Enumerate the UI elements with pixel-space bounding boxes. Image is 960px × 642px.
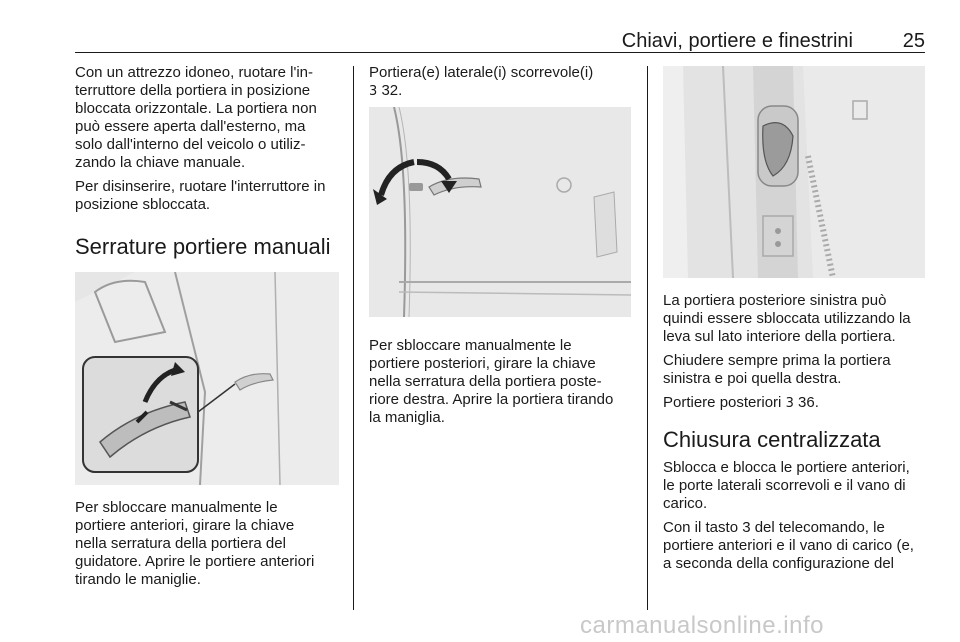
column-3 — [663, 64, 925, 579]
paragraph-rear-unlock: Per sbloccare manualmente le portiere posteriori, girare la chiave nella serratura della portiera poste- riore destra. Aprire la portiera tirando la maniglia. — [369, 337, 614, 426]
rear-door-handle-illustration — [369, 107, 631, 317]
page-reference-icon: 3 — [785, 396, 794, 411]
paragraph-front-unlock: Per sbloccare manualmente le portiere anteriori, girare la chiave nella serratura della portiera del guidatore. Aprire le portiere anteriori tirando le maniglie. — [75, 499, 315, 588]
page-reference-icon: 3 — [369, 84, 378, 99]
front-door-handle-illustration — [75, 272, 339, 485]
rear-door-lever-illustration — [663, 66, 925, 278]
watermark: carmanualsonline.info — [580, 612, 824, 639]
paragraph-sliding-door-ref: Portiera(e) laterale(i) scorrevole(i) 3 32. — [369, 64, 594, 99]
paragraph-rear-doors-ref: Portiere posteriori 3 36. — [663, 394, 819, 411]
paragraph-close-order: Chiudere sempre prima la portiera sinistra e poi quella destra. — [663, 352, 891, 387]
paragraph-remote-button: Con il tasto 3 del telecomando, le portiere anteriori e il vano di carico (e, a seconda della configurazione del — [663, 519, 914, 572]
page-title: Chiavi, portiere e finestrini — [621, 30, 853, 52]
header-rule — [75, 52, 925, 53]
column-divider-1 — [353, 66, 354, 610]
page-header — [75, 30, 925, 54]
column-2 — [369, 64, 637, 433]
column-1 — [75, 64, 343, 595]
column-divider-2 — [647, 66, 648, 610]
paragraph-central-locking: Sblocca e blocca le portiere anteriori, le porte laterali scorrevoli e il vano di carico. — [663, 459, 910, 512]
section-heading-manual-locks: Serrature portiere manuali — [75, 234, 331, 259]
page-number: 25 — [902, 30, 925, 52]
paragraph-tool-lock: Con un attrezzo idoneo, ruotare l'in- terruttore della portiera in posizione bloccata orizzontale. La portiera non può essere aperta dall'esterno, ma solo dall'interno del veicolo o utiliz- zando la chiave manuale. — [75, 64, 317, 171]
paragraph-left-rear-unlock: La portiera posteriore sinistra può quindi essere sbloccata utilizzando la leva sul lato interiore della portiera. — [663, 292, 911, 345]
paragraph-disable-lock: Per disinserire, ruotare l'interruttore in posizione sbloccata. — [75, 178, 326, 213]
section-heading-central-locking: Chiusura centralizzata — [663, 427, 881, 452]
